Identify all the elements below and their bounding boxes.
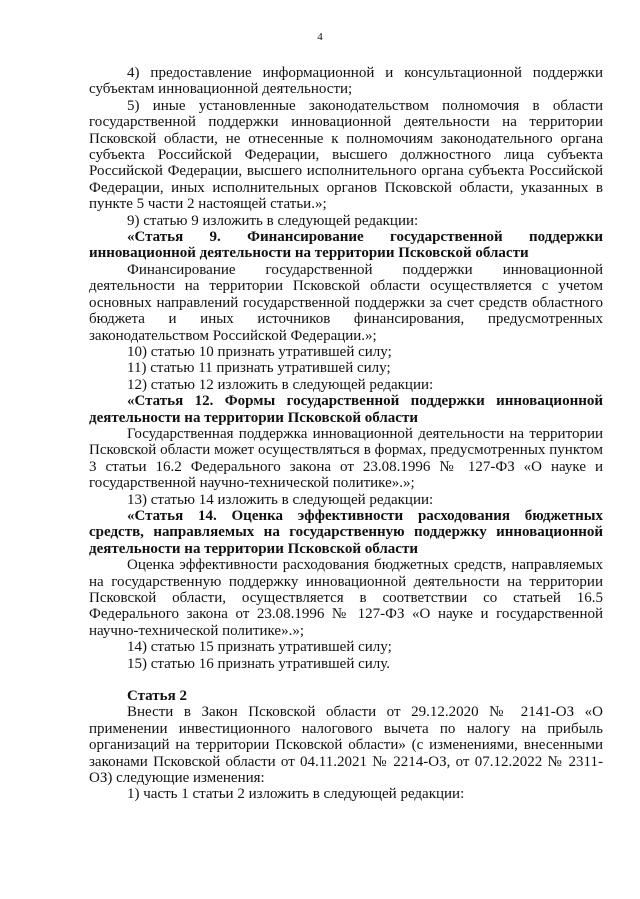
article-2-item-1: 1) часть 1 статьи 2 изложить в следующей редакции: (127, 786, 465, 803)
article-14-heading: «Статья 14. Оценка эффективности расходования бюджетных средств, направляемых на государственную поддержку инновационной деятельности на территории Псковской области (89, 507, 603, 557)
paragraph-item-5: 5) иные установленные законодательством полномочия в области государственной поддержки инновационной деятельности на территории Псковской области, не отнесенные к полномочиям законодательного органа субъекта Российской Федерации, высшего должностного лица субъекта Российской Федерации, высшего исполнительного органа субъекта Российской Федерации, иных исполнительных органов Псковской области, указанных в пункте 5 части 2 настоящей статьи.»; (89, 97, 603, 213)
paragraph-item-10: 10) статью 10 признать утратившей силу; (127, 343, 392, 360)
article-2-intro: Внести в Закон Псковской области от 29.12.2020 № 2141-ОЗ «О применении инвестиционного налогового вычета по налогу на прибыль организаций на территории Псковской области» (с изменениями, внесенными законами Псковской области от 04.11.2021 № 2214-ОЗ, от 07.12.2022 № 2311-ОЗ) следующие изменения: (89, 704, 603, 787)
paragraph-item-14: 14) статью 15 признать утратившей силу; (127, 639, 392, 656)
paragraph-item-13: 13) статью 14 изложить в следующей редакции: (127, 491, 434, 508)
article-12-text: Государственная поддержка инновационной деятельности на территории Псковской области может осуществляться в формах, предусмотренных пунктом 3 статьи 16.2 Федерального закона от 23.08.1996 № 127-ФЗ «О науке и государственной научно-технической политике».»; (89, 425, 603, 492)
page-number: 4 (317, 31, 323, 43)
document-body (89, 65, 603, 803)
paragraph-item-12: 12) статью 12 изложить в следующей редакции: (127, 376, 434, 393)
paragraph-item-15: 15) статью 16 признать утратившей силу. (127, 655, 391, 672)
article-9-heading: «Статья 9. Финансирование государственной поддержки инновационной деятельности на территории Псковской области (89, 229, 603, 262)
article-9-text: Финансирование государственной поддержки инновационной деятельности на территории Псковской области осуществляется с учетом основных направлений государственной поддержки за счет средств областного бюджета и иных источников финансирования, предусмотренных законодательством Российской Федерации.»; (89, 261, 603, 344)
paragraph-item-9: 9) статью 9 изложить в следующей редакции: (127, 212, 419, 229)
article-2-heading: Статья 2 (127, 688, 187, 705)
article-12-heading: «Статья 12. Формы государственной поддержки инновационной деятельности на территории Псковской области (89, 393, 603, 426)
article-14-text: Оценка эффективности расходования бюджетных средств, направляемых на государственную поддержку инновационной деятельности на территории Псковской области, осуществляется в соответствии со статьей 16.5 Федерального закона от 23.08.1996 № 127-ФЗ «О науке и государственной научно-технической политике».»; (89, 557, 603, 639)
paragraph-item-4: 4) предоставление информационной и консультационной поддержки субъектам инновационной деятельности; (89, 65, 603, 98)
paragraph-item-11: 11) статью 11 признать утратившей силу; (127, 360, 391, 377)
section-spacer (89, 672, 603, 688)
